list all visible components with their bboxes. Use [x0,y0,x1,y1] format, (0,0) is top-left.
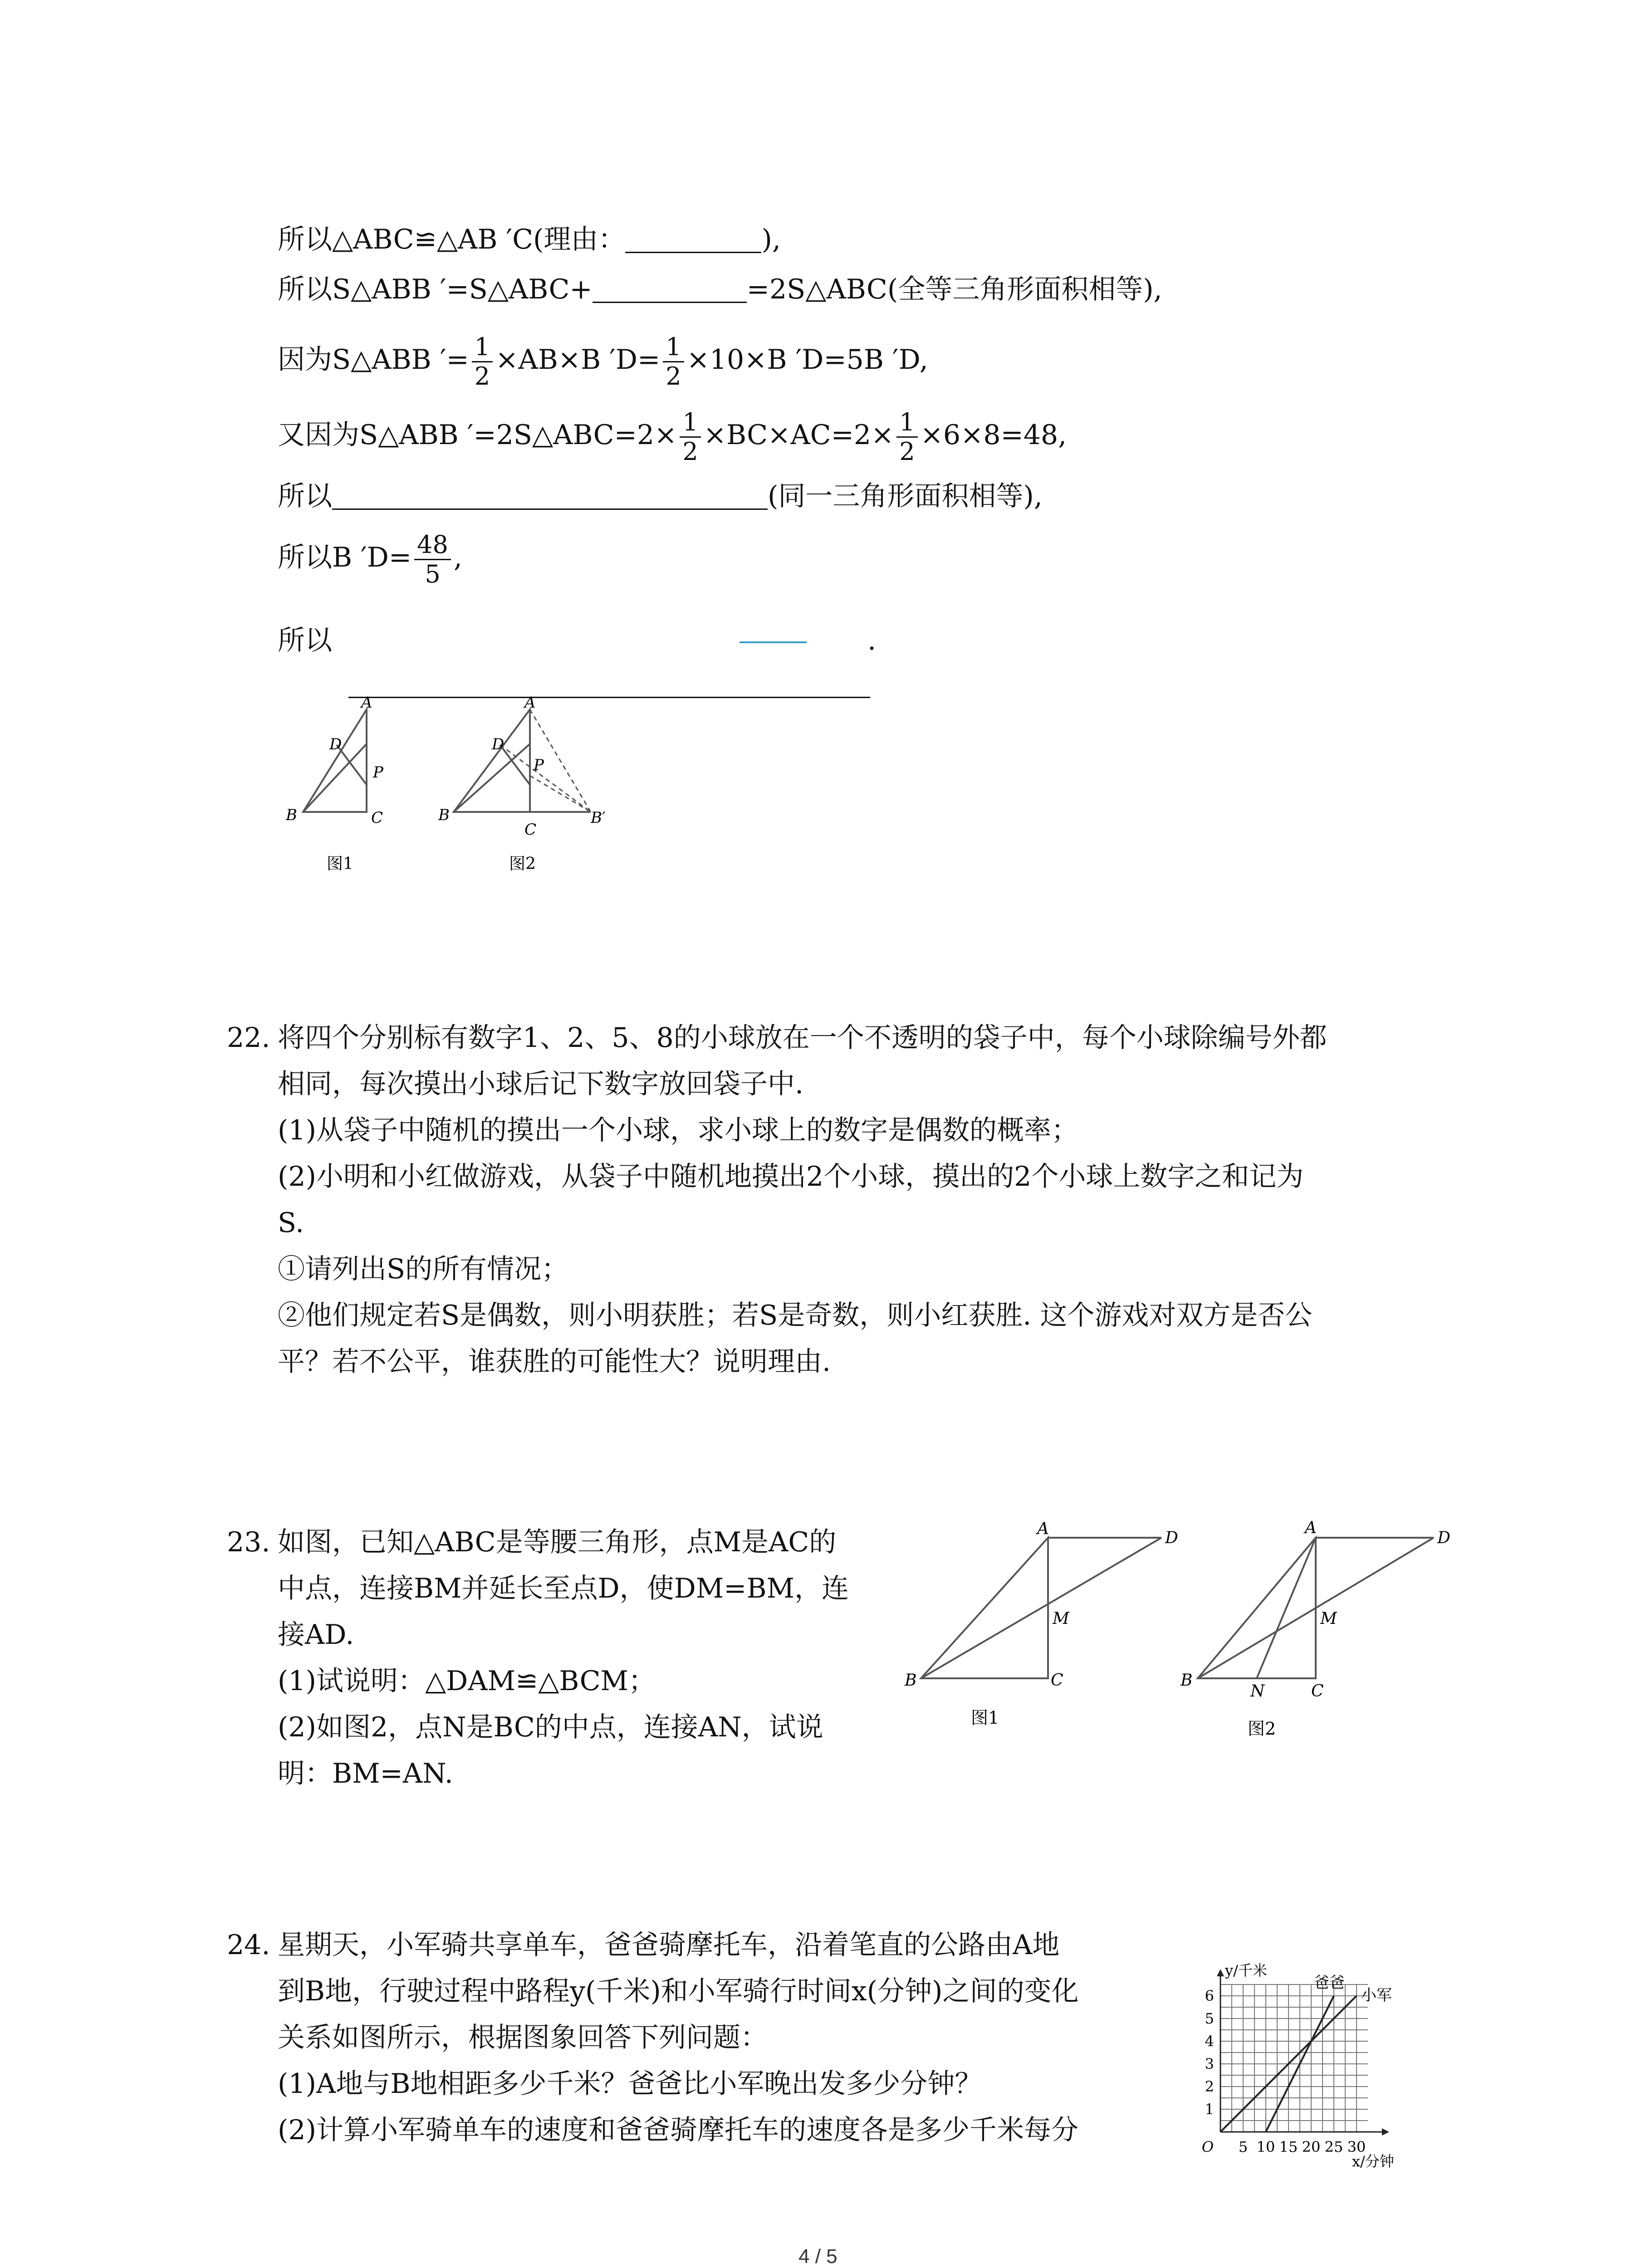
label-N: N [1250,1682,1265,1701]
q21-line-5: 所以 (同一三角形面积相等), [278,480,1043,512]
label-B: B [438,806,450,824]
answer-blank[interactable] [625,225,761,253]
y-tick-label: 2 [1205,2078,1214,2095]
label-A: A [1037,1520,1049,1538]
q21-line-6: 所以B ′D= $\frac{48}{5}$ , [278,530,462,588]
q23-line-6: 明：BM=AN. [278,1758,453,1789]
label-D: D [1437,1529,1450,1547]
label-A: A [524,694,536,712]
figure-caption: 图1 [327,855,353,873]
q24-line-3: 关系如图所示，根据图象回答下列问题： [278,2022,768,2053]
fraction-half: $\frac{1}{2}$ [680,408,700,466]
x-tick-label: 10 [1256,2138,1275,2156]
q22-line-6: ①请列出S的所有情况； [278,1253,569,1285]
series-label-baba: 爸爸 [1314,1974,1345,1992]
q21-line-1: 所以△ABC≌△AB ′C(理由： ), [278,224,781,255]
label-M: M [1320,1609,1337,1628]
figure-caption: 图2 [1248,1719,1276,1739]
q23-figure-1 [903,1515,1202,1733]
q22-line-2: 相同，每次摸出小球后记下数字放回袋子中. [278,1068,804,1100]
label-C: C [1311,1682,1324,1701]
fraction-half: $\frac{1}{2}$ [663,333,684,391]
label-C: C [1051,1671,1063,1690]
y-axis-label: y/千米 [1225,1962,1267,1979]
label-P: P [373,763,383,782]
label-D: D [492,735,505,753]
fraction-half: $\frac{1}{2}$ [472,333,493,391]
q22-line-3: (1)从袋子中随机的摸出一个小球，求小球上的数字是偶数的概率； [278,1114,1078,1146]
q21-line-4: 又因为S△ABB ′=2S△ABC=2× $\frac{1}{2}$ ×BC×AC=2× $\frac{1}{2}$ ×6×8=48, [278,408,1067,466]
x-axis-arrow [1382,2128,1389,2136]
q22-line-4: (2)小明和小红做游戏，从袋子中随机地摸出2个小球，摸出的2个小球上数字之和记为 [278,1161,1304,1193]
answer-blank[interactable] [332,481,768,510]
label-M: M [1053,1609,1069,1628]
y-tick-label: 5 [1205,2010,1214,2027]
distance-time-chart [1175,1919,1429,2173]
q21-line-3: 因为S△ABB ′= $\frac{1}{2}$ ×AB×B ′D= $\frac{1}{2}$ ×10×B ′D=5B ′D, [278,332,928,391]
question-number: 24. [227,1929,270,1961]
answer-blank[interactable] [593,274,747,303]
q24-line-2: 到B地，行驶过程中路程y(千米)和小军骑行时间x(分钟)之间的变化 [278,1975,1079,2007]
label-A: A [1305,1519,1317,1537]
q22-line-8: 平？若不公平，谁获胜的可能性大？说明理由. [278,1346,831,1378]
figure-caption: 图1 [971,1708,999,1728]
label-B: B [905,1671,917,1690]
fraction-half: $\frac{1}{2}$ [896,408,917,466]
q22-line-7: ②他们规定若S是偶数，则小明获胜；若S是奇数，则小红获胜. 这个游戏对双方是否公 [278,1300,1313,1331]
label-C: C [371,809,383,827]
q23-line-4: (1)试说明：△DAM≌△BCM； [278,1665,656,1697]
label-B: B [1181,1671,1193,1690]
figure-caption: 图2 [509,855,536,873]
y-tick-label: 6 [1205,1987,1214,2004]
y-tick-label: 3 [1205,2055,1214,2072]
q24-line-5: (2)计算小军骑单车的速度和爸爸骑摩托车的速度各是多少千米每分 [278,2114,1078,2146]
series-label-xiaojun: 小军 [1361,1986,1392,2004]
x-tick-label: 25 [1324,2138,1343,2156]
q23-line-5: (2)如图2，点N是BC的中点，连接AN，试说 [278,1711,823,1743]
q23-figure-2 [1181,1515,1484,1742]
x-tick-label: 15 [1279,2138,1298,2156]
question-number: 22. [227,1022,270,1054]
q21-figure-1 [272,694,417,875]
page-number: 4 / 5 [798,2245,838,2268]
q21-line-2: 所以S△ABB ′=S△ABC+ =2S△ABC(全等三角形面积相等), [278,274,1162,305]
y-tick-label: 4 [1205,2033,1214,2050]
q22-line-1: 将四个分别标有数字1、2、5、8的小球放在一个不透明的袋子中，每个小球除编号外都 [278,1022,1327,1054]
blue-mark [740,641,807,643]
q23-line-1: 如图，已知△ABC是等腰三角形，点M是AC的 [278,1526,837,1558]
label-B-prime: B′ [591,809,606,827]
question-number: 23. [227,1526,270,1558]
label-B: B [286,806,297,824]
q23-line-2: 中点，连接BM并延长至点D，使DM=BM，连 [278,1573,849,1604]
x-tick-label: 5 [1238,2138,1248,2156]
label-D: D [1165,1529,1178,1547]
label-D: D [329,735,342,753]
x-axis-label: x/分钟 [1352,2153,1394,2170]
q24-line-1: 星期天，小军骑共享单车，爸爸骑摩托车，沿着笔直的公路由A地 [278,1929,1060,1961]
fraction-48-5: $\frac{48}{5}$ [414,531,451,588]
y-tick-label: 1 [1205,2101,1214,2118]
q22-line-5: S. [278,1207,304,1239]
label-A: A [361,694,372,712]
label-C: C [524,821,537,839]
x-tick-label: 20 [1302,2138,1321,2156]
q23-line-3: 接AD. [278,1619,354,1651]
x-tick-label: 30 [1347,2138,1366,2156]
y-axis-arrow [1217,1969,1224,1976]
q21-figure-2 [431,694,622,875]
q21-line-7: 所以 . [278,625,877,656]
label-P: P [534,756,544,774]
answer-blank[interactable] [348,697,870,698]
origin-label: O [1201,2138,1214,2156]
q24-line-4: (1)A地与B地相距多少千米？爸爸比小军晚出发多少分钟？ [278,2068,982,2100]
